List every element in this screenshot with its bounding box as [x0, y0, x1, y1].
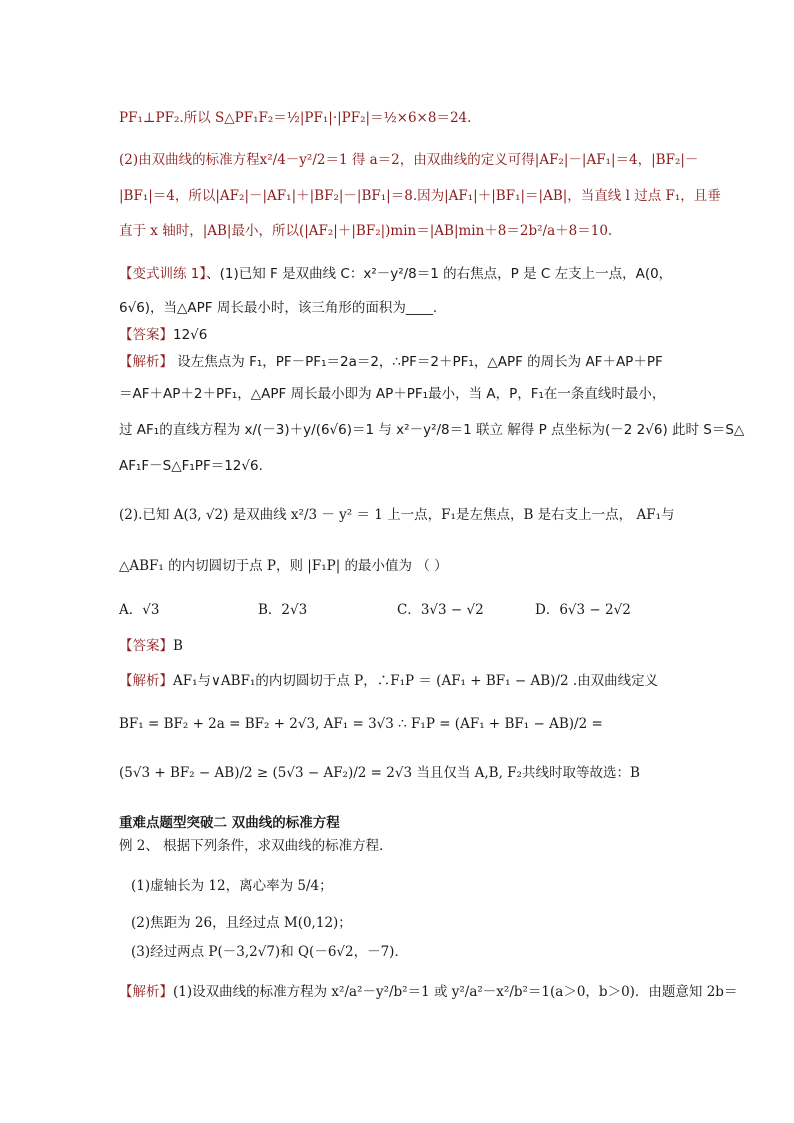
option-b: B．2√3 — [258, 602, 308, 618]
exercise-title: 【变式训练 1】、(1)已知 F 是双曲线 C：x²－y²/8＝1 的右焦点，P 是 C 左支上一点，A(0， — [119, 266, 673, 282]
example-item: (3)经过两点 P(－3,2√7)和 Q(－6√2，－7)． — [131, 944, 408, 960]
bracket-label: 【解析】 — [119, 984, 173, 1000]
option-c: C．3√3 − √2 — [397, 602, 484, 618]
bracket-label: 【解析】 — [119, 673, 173, 689]
text-line: (2)由双曲线的标准方程x²/4－y²/2＝1 得 a＝2，由双曲线的定义可得|AF₂|－|AF₁|＝4，|BF₂|－ — [119, 152, 699, 168]
solution-line: (5√3 + BF₂ − AB)/2 ≥ (5√3 − AF₂)/2 = 2√3 当且仅当 A,B, F₂共线时取等故选：B — [119, 765, 640, 781]
text-line: 6√6)，当△APF 周长最小时，该三角形的面积为____. — [119, 300, 438, 316]
solution-line: BF₁ = BF₂ + 2a = BF₂ + 2√3, AF₁ = 3√3 ∴ F₁P = (AF₁ + BF₁ − AB)/2 = — [119, 716, 603, 732]
solution-line: ＝AF＋AP＋2＋PF₁，△APF 周长最小即为 AP＋PF₁最小，当 A，P，F₁在一条直线时最小， — [119, 386, 666, 402]
option-d: D．6√3 − 2√2 — [535, 602, 631, 618]
option-a: A．√3 — [119, 602, 160, 618]
solution-line: 【解析】AF₁与∨ABF₁的内切圆切于点 P，∴F₁P ＝ (AF₁ + BF₁ − AB)/2 .由双曲线定义 — [119, 673, 659, 689]
answer-label: 【答案】12√6 — [119, 327, 208, 343]
question-line: (2).已知 A(3, √2) 是双曲线 x²/3 － y² ＝ 1 上一点，F₁是左焦点，B 是右支上一点， AF₁与 — [119, 507, 675, 523]
solution-line: AF₁F－S△F₁PF＝12√6. — [119, 458, 263, 474]
question-line: △ABF₁ 的内切圆切于点 P，则 |F₁P| 的最小值为 （ ） — [119, 558, 448, 574]
bracket-label: 【答案】 — [119, 638, 173, 654]
bracket-label: 【解析】 — [119, 354, 173, 370]
solution-line: 过 AF₁的直线方程为 x/(－3)＋y/(6√6)＝1 与 x²－y²/8＝1 联立 解得 P 点坐标为(－2 2√6) 此时 S＝S△ — [119, 422, 745, 438]
example-item: (1)虚轴长为 12，离心率为 5/4； — [131, 878, 333, 894]
text-line: PF₁⊥PF₂.所以 S△PF₁F₂＝½|PF₁|·|PF₂|＝½×6×8＝24. — [119, 110, 472, 126]
example-item: (2)焦距为 26，且经过点 M(0,12)； — [131, 915, 352, 931]
section-heading: 重难点题型突破二 双曲线的标准方程 — [119, 815, 340, 831]
text-line: |BF₁|＝4，所以|AF₂|－|AF₁|＋|BF₂|－|BF₁|＝8.因为|AF₁|＋|BF₁|＝|AB|，当直线 l 过点 F₁，且垂 — [119, 188, 721, 204]
answer-label: 【答案】B — [119, 638, 183, 654]
solution-line: 【解析】 设左焦点为 F₁，PF－PF₁＝2a＝2，∴PF＝2＋PF₁，△APF 的周长为 AF＋AP＋PF — [119, 354, 663, 370]
text-line: 直于 x 轴时，|AB|最小，所以(|AF₂|＋|BF₂|)min＝|AB|min＋8＝2b²/a＋8＝10. — [119, 223, 613, 239]
bracket-label: 【变式训练 1】 — [119, 266, 207, 282]
example-title: 例 2、 根据下列条件，求双曲线的标准方程． — [119, 838, 393, 854]
bracket-label: 【答案】 — [119, 327, 173, 343]
solution-line: 【解析】(1)设双曲线的标准方程为 x²/a²－y²/b²＝1 或 y²/a²－x²/b²＝1(a＞0，b＞0)．由题意知 2b＝ — [119, 984, 738, 1000]
